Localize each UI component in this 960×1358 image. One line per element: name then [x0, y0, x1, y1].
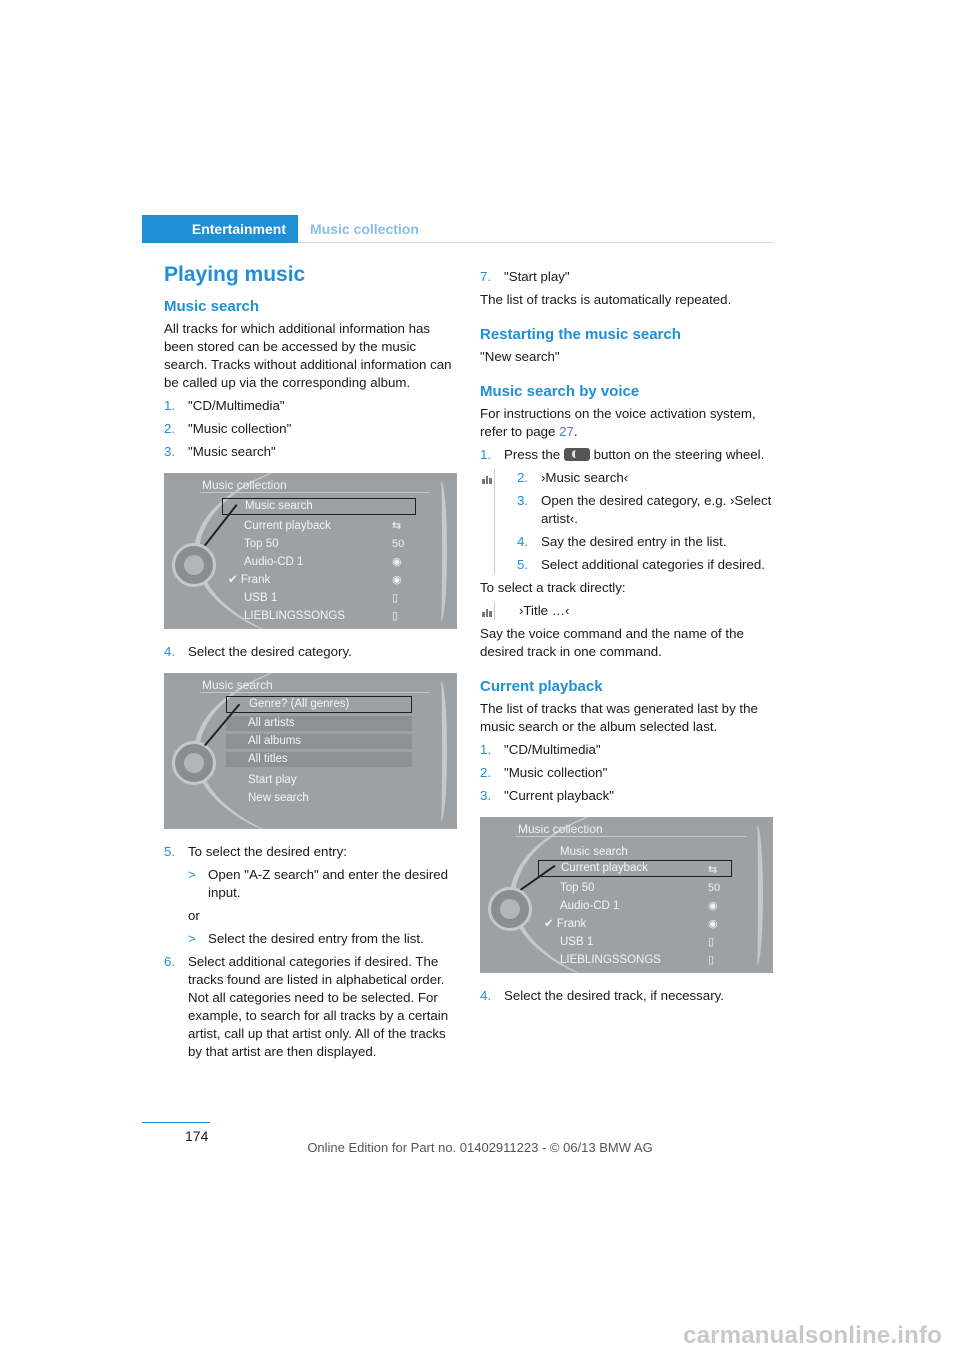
new-search-text: "New search": [480, 349, 560, 364]
screen-arc: [194, 473, 457, 629]
menu-item: USB 1: [244, 592, 278, 604]
step-text: "Music collection": [188, 421, 292, 436]
heading-current: Current playback: [480, 678, 603, 695]
voice-command-icon: [481, 473, 493, 485]
screen-arc: [510, 817, 773, 973]
heading-music-search: Music search: [164, 298, 260, 315]
step-text-end: button on the steering wheel.: [589, 447, 765, 462]
step-text: "CD/Multimedia": [188, 398, 285, 413]
menu-item-value: ⇆: [392, 520, 402, 532]
step: [164, 953, 459, 1061]
step-text: "CD/Multimedia": [504, 742, 601, 757]
page-title: Playing music: [164, 263, 306, 286]
step-number: 2.: [517, 470, 529, 485]
screen-music-search: [164, 673, 457, 829]
voice-step: [517, 533, 775, 551]
sub-step: [164, 930, 459, 948]
header-section-tab: [142, 215, 298, 243]
step-number: 4.: [480, 988, 492, 1003]
menu-item-value: ▯: [708, 954, 715, 966]
sub-step-text: Open "A-Z search" and enter the desired input.: [208, 867, 449, 900]
menu-item: Start play: [248, 774, 297, 786]
voice-intro: [480, 405, 775, 441]
step-number: 1.: [480, 742, 492, 757]
menu-item: Audio-CD 1: [560, 900, 620, 912]
menu-item: All albums: [226, 734, 412, 749]
header-rule: [298, 242, 773, 243]
page-number: 174: [185, 1128, 209, 1144]
or-text: or: [188, 908, 200, 923]
left-column: [164, 260, 459, 1066]
menu-item-value: 50: [392, 538, 405, 550]
screen-edge: [435, 681, 447, 821]
header-subsection: Music collection: [310, 221, 419, 237]
step-text: Select additional categories if desired.: [541, 557, 765, 572]
step-text: Select the desired track, if necessary.: [504, 988, 724, 1003]
current-intro: The list of tracks that was generated last by the music search or the album selected last.: [480, 701, 758, 734]
screen-edge: [751, 825, 763, 965]
voice-intro-text: For instructions on the voice activation system, refer to page: [480, 406, 756, 439]
heading-restart: Restarting the music search: [480, 326, 681, 343]
step: [164, 420, 459, 438]
menu-item: Current playback: [244, 520, 331, 532]
menu-item-value: ◉: [392, 556, 402, 568]
voice-block: [494, 602, 775, 620]
menu-item: Audio-CD 1: [244, 556, 304, 568]
step-text: ›Music search‹: [541, 470, 629, 485]
menu-item: New search: [248, 792, 309, 804]
menu-item-value: ▯: [392, 592, 399, 604]
say-text: Say the voice command and the name of the desired track in one command.: [480, 626, 744, 659]
step: [164, 397, 459, 415]
step-text: Press the: [504, 447, 564, 462]
menu-item-value: ◉: [392, 574, 402, 586]
screen-title-rule: [200, 692, 430, 693]
menu-item-value: ▯: [392, 610, 399, 622]
screen-title: Music search: [202, 678, 273, 692]
screen-current-playback: [480, 817, 773, 973]
step: [480, 764, 775, 782]
right-column: [480, 268, 775, 1010]
menu-item: Top 50: [560, 882, 595, 894]
step-text: To select the desired entry:: [188, 844, 347, 859]
menu-item: Music search: [560, 846, 628, 858]
screen-title: Music collection: [202, 478, 287, 492]
step-number: 2.: [480, 765, 492, 780]
controller-knob-icon: [172, 741, 216, 785]
step-number: 1.: [164, 398, 176, 413]
screen-title-rule: [200, 492, 430, 493]
step-text: Open the desired category, e.g. ›Select artist‹.: [541, 493, 772, 526]
menu-item: ✔ Frank: [544, 918, 587, 930]
watermark: carmanualsonline.info: [683, 1322, 942, 1349]
step-text: "Music search": [188, 444, 276, 459]
menu-item: All artists: [226, 716, 412, 731]
step-number: 2.: [164, 421, 176, 436]
step-number: 6.: [164, 954, 176, 969]
voice-intro-end: .: [573, 424, 578, 439]
step-number: 3.: [480, 788, 492, 803]
voice-step: [517, 492, 775, 528]
title-command: ›Title …‹: [519, 603, 570, 618]
step-number: 4.: [517, 534, 529, 549]
menu-item: USB 1: [560, 936, 594, 948]
heading-voice: Music search by voice: [480, 383, 640, 400]
menu-item: Top 50: [244, 538, 279, 550]
menu-item-value: 50: [708, 882, 721, 894]
screen-title: Music collection: [518, 822, 603, 836]
step-number: 7.: [480, 269, 492, 284]
step-text: "Music collection": [504, 765, 608, 780]
menu-item: ✔ Frank: [228, 574, 271, 586]
step-text: Select additional categories if desired. The tracks found are listed in alphabetical order. Not all categories need to be selected. For example, to search for all tracks by a certain artist, call up that artist only. All of the tracks by that artist are then displayed.: [188, 954, 449, 1059]
step: [480, 787, 775, 805]
step: [480, 268, 775, 286]
step: [480, 741, 775, 759]
repeat-text: The list of tracks is automatically repeated.: [480, 292, 732, 307]
sub-step: [164, 866, 459, 902]
menu-item: Music search: [222, 498, 416, 515]
menu-item-value: ◉: [708, 918, 718, 930]
header-section-label: Entertainment: [191, 221, 286, 237]
page-link[interactable]: 27: [559, 424, 574, 439]
step-text: Select the desired category.: [188, 644, 352, 659]
voice-step: [517, 556, 775, 574]
menu-item: Genre? (All genres): [226, 696, 412, 713]
step-number: 5.: [164, 844, 176, 859]
step-text: Say the desired entry in the list.: [541, 534, 727, 549]
step: [480, 987, 775, 1005]
voice-button-icon: [564, 448, 590, 461]
edition-text: Online Edition for Part no. 01402911223 - © 06/13 BMW AG: [307, 1140, 653, 1155]
step-number: 1.: [480, 447, 492, 462]
menu-item: LIEBLINGSSONGS: [560, 954, 661, 966]
intro-paragraph: All tracks for which additional information has been stored can be accessed by the music search. Tracks without additional information can be called up via the corresponding album.: [164, 321, 452, 390]
direct-text: To select a track directly:: [480, 580, 626, 595]
sub-step-marker: >: [188, 931, 196, 946]
screen-music-collection: [164, 473, 457, 629]
step-number: 5.: [517, 557, 529, 572]
menu-item-value: ⇆: [708, 864, 718, 876]
voice-block: [494, 469, 775, 574]
step-number: 4.: [164, 644, 176, 659]
step: [164, 443, 459, 461]
voice-command-icon: [481, 606, 493, 618]
controller-knob-icon: [172, 543, 216, 587]
menu-item: LIEBLINGSSONGS: [244, 610, 345, 622]
sub-step-marker: >: [188, 867, 196, 882]
step: [480, 446, 775, 464]
controller-knob-icon: [488, 887, 532, 931]
step-number: 3.: [517, 493, 529, 508]
step-text: "Current playback": [504, 788, 614, 803]
footer-rule: [142, 1122, 210, 1123]
step-text: "Start play": [504, 269, 570, 284]
menu-item: Current playback: [538, 860, 732, 877]
menu-item: All titles: [226, 752, 412, 767]
step: [164, 643, 459, 661]
step: [164, 843, 459, 861]
voice-step: [517, 469, 775, 487]
screen-edge: [435, 481, 447, 621]
step-number: 3.: [164, 444, 176, 459]
screen-title-rule: [516, 836, 746, 837]
menu-item-value: ▯: [708, 936, 715, 948]
menu-item-value: ◉: [708, 900, 718, 912]
sub-step-text: Select the desired entry from the list.: [208, 931, 424, 946]
